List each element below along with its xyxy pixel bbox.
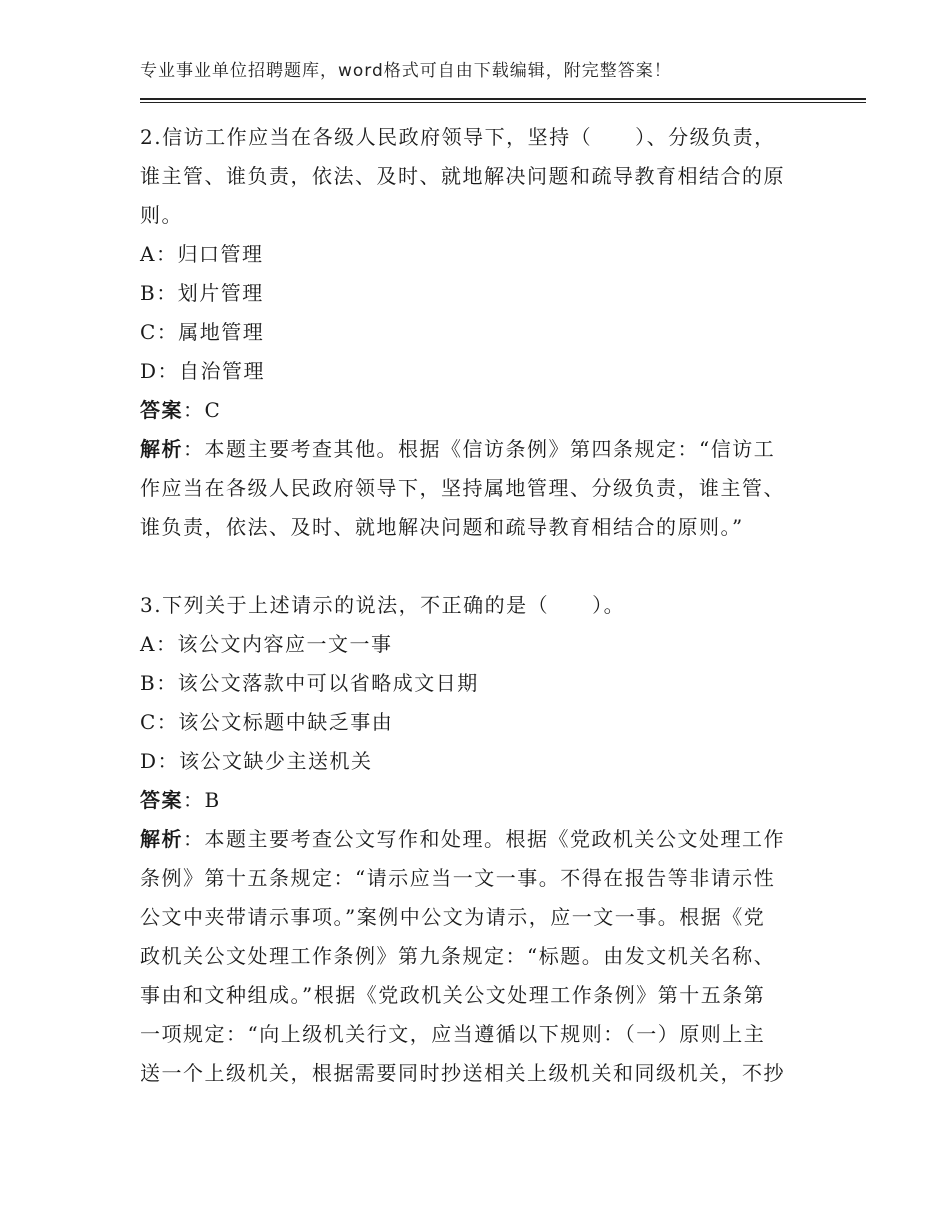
option-b: B：该公文落款中可以省略成文日期 (140, 671, 479, 695)
analysis-text: 条例》第十五条规定：“请示应当一文一事。不得在报告等非请示性 (140, 866, 776, 890)
option-c: C：属地管理 (140, 320, 265, 344)
header-rule-thin (140, 102, 866, 103)
question-stem: 则。 (140, 203, 183, 227)
option-b: B：划片管理 (140, 281, 264, 305)
option-d: D：该公文缺少主送机关 (140, 749, 373, 773)
answer-label: 答案 (140, 398, 183, 422)
analysis-text: 公文中夹带请示事项。”案例中公文为请示，应一文一事。根据《党 (140, 905, 766, 929)
analysis-text: ：本题主要考查公文写作和处理。根据《党政机关公文处理工作 (183, 827, 785, 851)
question-stem: 3.下列关于上述请示的说法，不正确的是（ ）。 (140, 593, 626, 617)
question-spacer (140, 547, 820, 586)
analysis (140, 430, 820, 469)
option-a: A：归口管理 (140, 242, 264, 266)
analysis-text: 送一个上级机关，根据需要同时抄送相关上级机关和同级机关，不抄 (140, 1061, 785, 1085)
question-2 (140, 118, 820, 547)
question-stem: 谁主管、谁负责，依法、及时、就地解决问题和疏导教育相结合的原 (140, 164, 785, 188)
analysis-text: 事由和文种组成。”根据《党政机关公文处理工作条例》第十五条第 (140, 983, 766, 1007)
answer-value: ：B (183, 788, 221, 812)
answer-value: ：C (183, 398, 222, 422)
analysis-text: 谁负责，依法、及时、就地解决问题和疏导教育相结合的原则。” (140, 515, 744, 539)
answer (140, 781, 820, 820)
page-header: 专业事业单位招聘题库，word格式可自由下载编辑，附完整答案！ (140, 61, 672, 81)
analysis-text: ：本题主要考查其他。根据《信访条例》第四条规定：“信访工 (183, 437, 776, 461)
document-body (140, 118, 820, 1093)
question-3 (140, 586, 820, 1093)
option-d: D：自治管理 (140, 359, 266, 383)
analysis-label: 解析 (140, 437, 183, 461)
option-c: C：该公文标题中缺乏事由 (140, 710, 394, 734)
option-a: A：该公文内容应一文一事 (140, 632, 393, 656)
question-stem: 2.信访工作应当在各级人民政府领导下，坚持（ ）、分级负责， (140, 125, 776, 149)
analysis-label: 解析 (140, 827, 183, 851)
analysis-text: 一项规定：“向上级机关行文，应当遵循以下规则：（一）原则上主 (140, 1022, 766, 1046)
answer-label: 答案 (140, 788, 183, 812)
answer (140, 391, 820, 430)
analysis-text: 作应当在各级人民政府领导下，坚持属地管理、分级负责，谁主管、 (140, 476, 785, 500)
header-rule-thick (140, 98, 866, 100)
analysis-text: 政机关公文处理工作条例》第九条规定：“标题。由发文机关名称、 (140, 944, 776, 968)
analysis (140, 820, 820, 859)
